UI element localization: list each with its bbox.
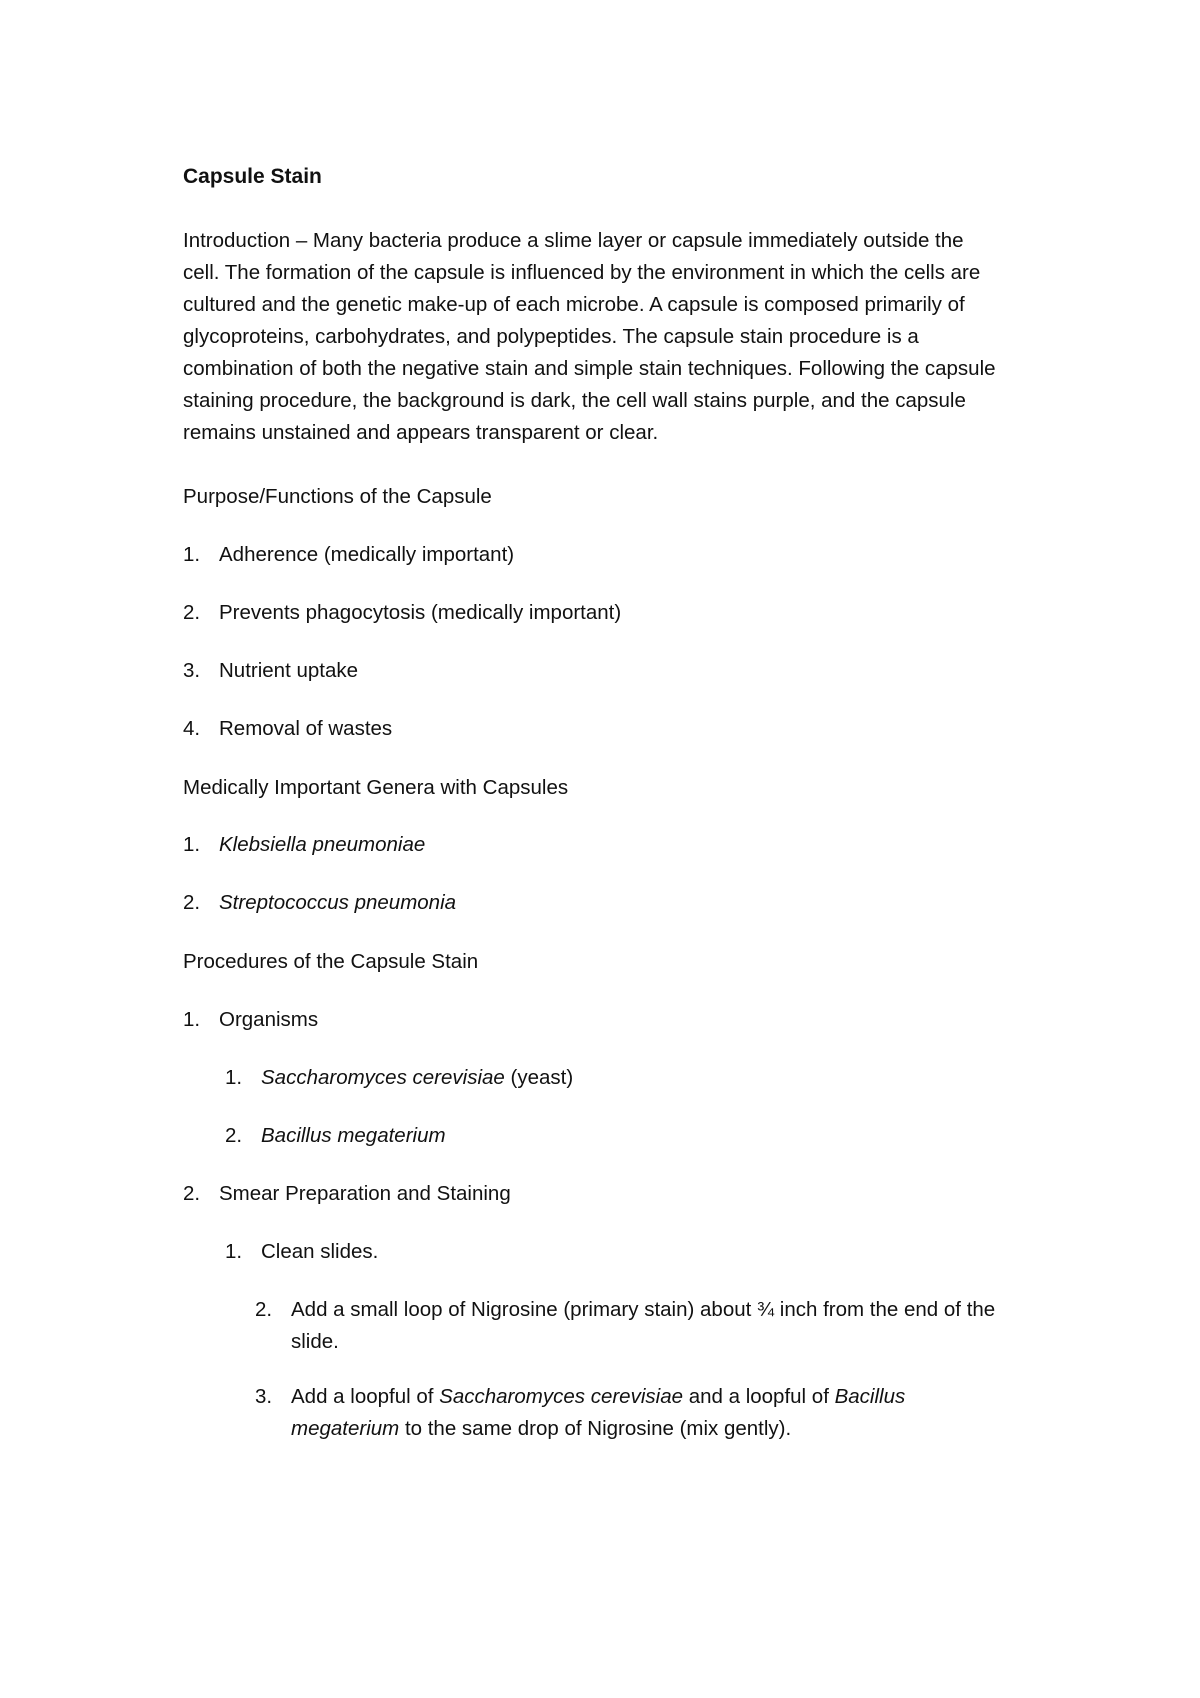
list-item [183,1178,511,1210]
list-item [255,1294,1075,1358]
list-item [183,597,621,629]
list-text: Nutrient uptake [219,659,359,682]
list-number: 2. [183,601,201,624]
list-number: 3. [255,1385,273,1408]
list-number: 1. [183,1008,201,1031]
list-number: 2. [183,891,201,914]
introduction-paragraph: Introduction – Many bacteria produce a slime layer or capsule immediately outside the cell. The formation of the capsule is influenced by the environment in which the cells are cultured and the genetic make-up of each microbe. A capsule is composed primarily of glycoproteins, carbohydrates, and polypeptides. The capsule stain procedure is a combination of both the negative stain and simple stain techniques. Following the capsule staining procedure, the background is dark, the cell wall stains purple, and the capsule remains unstained and appears transparent or clear. [183,229,996,444]
list-item [255,1381,1015,1445]
procedures-heading: Procedures of the Capsule Stain [183,950,479,973]
species-name: Streptococcus pneumonia [219,891,457,914]
species-name: Bacillus megaterium [261,1124,446,1147]
list-text: Clean slides. [261,1240,379,1263]
step-text: to the same drop of Nigrosine (mix gently). [399,1417,792,1440]
species-note: (yeast) [504,1066,574,1089]
step-text: Add a loopful of [291,1385,440,1408]
list-number: 1. [225,1066,243,1089]
list-item [225,1120,446,1152]
list-text: Organisms [219,1008,319,1031]
list-item [183,539,514,571]
list-item [183,713,392,745]
list-number: 2. [225,1124,243,1147]
list-text-continued: slide. [291,1330,339,1353]
list-item [183,1004,318,1036]
list-item [183,887,456,919]
list-text: Add a small loop of Nigrosine (primary stain) about ¾ inch from the end of the [291,1298,996,1321]
list-text: Smear Preparation and Staining [219,1182,511,1205]
step-text: and a loopful of [683,1385,835,1408]
list-number: 3. [183,659,201,682]
list-item [183,829,425,861]
species-name: megaterium [291,1417,400,1440]
list-text: Adherence (medically important) [219,543,515,566]
list-number: 1. [225,1240,243,1263]
genera-heading: Medically Important Genera with Capsules [183,776,569,799]
species-name: Bacillus [834,1385,906,1408]
species-name: Klebsiella pneumoniae [219,833,426,856]
list-number: 2. [183,1182,201,1205]
list-number: 4. [183,717,201,740]
list-item [225,1062,573,1094]
list-number: 2. [255,1298,273,1321]
species-name: Saccharomyces cerevisiae [261,1066,505,1089]
list-item [225,1236,378,1268]
list-number: 1. [183,833,201,856]
list-text: Removal of wastes [219,717,393,740]
functions-heading: Purpose/Functions of the Capsule [183,485,492,508]
list-item [183,655,358,687]
species-name: Saccharomyces cerevisiae [439,1385,683,1408]
list-number: 1. [183,543,201,566]
list-text: Prevents phagocytosis (medically important) [219,601,622,624]
page-title: Capsule Stain [183,165,322,188]
